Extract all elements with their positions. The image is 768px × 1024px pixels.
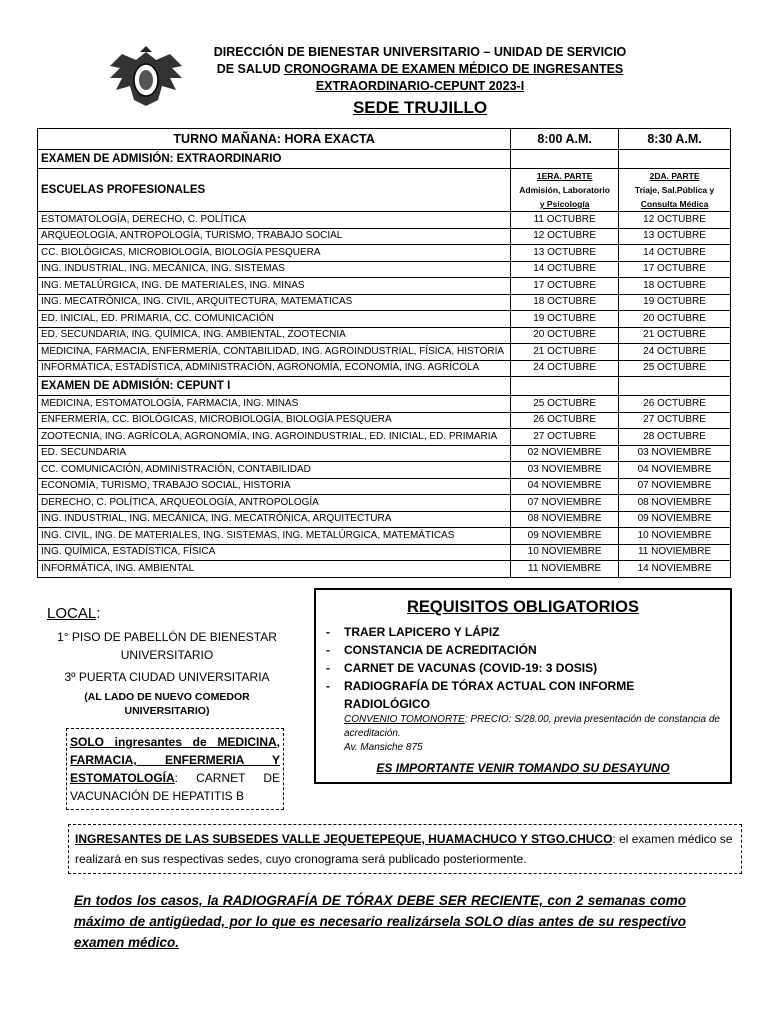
- date-1-cell: 10 NOVIEMBRE: [511, 544, 619, 561]
- local-line-2: 3º PUERTA CIUDAD UNIVERSITARIA: [64, 670, 270, 684]
- date-2-cell: 14 NOVIEMBRE: [619, 561, 731, 578]
- table-header-row: [38, 129, 731, 150]
- convenio-label: CONVENIO TOMONORTE: [344, 714, 465, 725]
- date-2-cell: 10 NOVIEMBRE: [619, 528, 731, 545]
- date-1-cell: 14 OCTUBRE: [511, 261, 619, 278]
- table-row: [38, 445, 731, 462]
- requisitos-list: [316, 623, 730, 713]
- table-row: [38, 495, 731, 512]
- time-1-header: 8:00 A.M.: [511, 129, 619, 150]
- page-title: SEDE TRUJILLO: [352, 98, 488, 117]
- school-cell: ING. METALÚRGICA, ING. DE MATERIALES, ING. MINAS: [38, 278, 511, 295]
- local-line-1: 1° PISO DE PABELLÓN DE BIENESTAR UNIVERSITARIO: [57, 630, 277, 662]
- date-1-cell: 07 NOVIEMBRE: [511, 495, 619, 512]
- solo-rest: : CARNET DE VACUNACIÓN DE HEPATITIS B: [70, 771, 280, 803]
- table-row: [38, 311, 731, 328]
- table-row: [38, 344, 731, 361]
- table-row: [38, 412, 731, 429]
- table-row: [38, 429, 731, 446]
- school-cell: ARQUEOLOGÍA, ANTROPOLOGÍA, TURISMO, TRABAJO SOCIAL: [38, 228, 511, 245]
- table-row: [38, 544, 731, 561]
- date-2-cell: 26 OCTUBRE: [619, 396, 731, 413]
- date-1-cell: 24 OCTUBRE: [511, 360, 619, 377]
- date-2-cell: 20 OCTUBRE: [619, 311, 731, 328]
- solo-note: [66, 728, 284, 810]
- school-cell: ING. INDUSTRIAL, ING. MECÁNICA, ING. SISTEMAS: [38, 261, 511, 278]
- school-cell: DERECHO, C. POLÍTICA, ARQUEOLOGÍA, ANTROPOLOGÍA: [38, 495, 511, 512]
- date-2-cell: 07 NOVIEMBRE: [619, 478, 731, 495]
- university-crest-icon: [106, 46, 186, 112]
- table-row: [38, 462, 731, 479]
- subsedes-bold: INGRESANTES DE LAS SUBSEDES VALLE JEQUETEPEQUE, HUAMACHUCO Y STGO.CHUCO: [75, 832, 613, 846]
- date-1-cell: 02 NOVIEMBRE: [511, 445, 619, 462]
- table-row: [38, 561, 731, 578]
- section-row: [38, 150, 731, 169]
- school-cell: CC. BIOLÓGICAS, MICROBIOLOGÍA, BIOLOGÍA PESQUERA: [38, 245, 511, 262]
- part-1-header: 1ERA. PARTE Admisión, Laboratorio y Psicología: [511, 169, 619, 212]
- date-2-cell: 24 OCTUBRE: [619, 344, 731, 361]
- turno-header: TURNO MAÑANA: HORA EXACTA: [38, 129, 511, 150]
- list-item: - TRAER LAPICERO Y LÁPIZ: [326, 623, 720, 641]
- school-cell: CC. COMUNICACIÓN, ADMINISTRACIÓN, CONTABILIDAD: [38, 462, 511, 479]
- subsedes-rest: : el examen médico se realizará en sus respectivas sedes, cuyo cronograma será publicado posteriormente.: [75, 832, 733, 866]
- subsedes-note: [68, 824, 742, 874]
- school-cell: MEDICINA, FARMACIA, ENFERMERÍA, CONTABILIDAD, ING. AGROINDUSTRIAL, FÍSICA, HISTORIA: [38, 344, 511, 361]
- convenio-address: Av. Mansiche 875: [344, 742, 423, 753]
- date-2-cell: 19 OCTUBRE: [619, 294, 731, 311]
- table-row: [38, 327, 731, 344]
- date-1-cell: 26 OCTUBRE: [511, 412, 619, 429]
- date-2-cell: 13 OCTUBRE: [619, 228, 731, 245]
- school-cell: ING. CIVIL, ING. DE MATERIALES, ING. SISTEMAS, ING. METALÚRGICA, MATEMÁTICAS: [38, 528, 511, 545]
- date-1-cell: 11 NOVIEMBRE: [511, 561, 619, 578]
- date-2-cell: 28 OCTUBRE: [619, 429, 731, 446]
- requisitos-box: [314, 588, 732, 784]
- date-1-cell: 17 OCTUBRE: [511, 278, 619, 295]
- table-row: [38, 294, 731, 311]
- date-2-cell: 25 OCTUBRE: [619, 360, 731, 377]
- school-cell: ING. QUÍMICA, ESTADÍSTICA, FÍSICA: [38, 544, 511, 561]
- date-2-cell: 14 OCTUBRE: [619, 245, 731, 262]
- table-row: [38, 478, 731, 495]
- date-2-cell: 18 OCTUBRE: [619, 278, 731, 295]
- table-row: [38, 396, 731, 413]
- table-row: [38, 360, 731, 377]
- solo-bold: SOLO ingresantes de MEDICINA, FARMACIA, ENFERMERIA Y ESTOMATOLOGÍA: [70, 735, 280, 785]
- table-row: [38, 261, 731, 278]
- date-1-cell: 27 OCTUBRE: [511, 429, 619, 446]
- table-row: [38, 212, 731, 229]
- table-row: [38, 228, 731, 245]
- date-2-cell: 27 OCTUBRE: [619, 412, 731, 429]
- requisitos-title: REQUISITOS OBLIGATORIOS: [407, 598, 639, 616]
- escuelas-label: ESCUELAS PROFESIONALES: [38, 169, 511, 212]
- local-title: LOCAL: [47, 605, 97, 622]
- list-item: - RADIOGRAFÍA DE TÓRAX ACTUAL CON INFORME RADIOLÓGICO: [326, 677, 720, 713]
- date-2-cell: 08 NOVIEMBRE: [619, 495, 731, 512]
- escuelas-row: [38, 169, 731, 212]
- date-1-cell: 08 NOVIEMBRE: [511, 511, 619, 528]
- table-row: [38, 245, 731, 262]
- school-cell: ESTOMATOLOGÍA, DERECHO, C. POLÍTICA: [38, 212, 511, 229]
- school-cell: ED. SECUNDARIA, ING. QUÍMICA, ING. AMBIENTAL, ZOOTECNIA: [38, 327, 511, 344]
- schedule-table: [37, 128, 731, 578]
- list-item: - CARNET DE VACUNAS (COVID-19: 3 DOSIS): [326, 659, 720, 677]
- table-row: [38, 278, 731, 295]
- date-1-cell: 12 OCTUBRE: [511, 228, 619, 245]
- date-2-cell: 12 OCTUBRE: [619, 212, 731, 229]
- local-line-3: (AL LADO DE NUEVO COMEDOR UNIVERSITARIO): [84, 691, 250, 717]
- school-cell: ING. INDUSTRIAL, ING. MECÁNICA, ING. MECATRÓNICA, ARQUITECTURA: [38, 511, 511, 528]
- table-row: [38, 511, 731, 528]
- local-section: [36, 605, 298, 718]
- school-cell: ING. MECATRÓNICA, ING. CIVIL, ARQUITECTURA, MATEMÁTICAS: [38, 294, 511, 311]
- desayuno-note: ES IMPORTANTE VENIR TOMANDO SU DESAYUNO: [376, 761, 670, 775]
- date-1-cell: 19 OCTUBRE: [511, 311, 619, 328]
- date-1-cell: 09 NOVIEMBRE: [511, 528, 619, 545]
- local-colon: :: [96, 605, 101, 622]
- section-cepunt: EXAMEN DE ADMISIÓN: CEPUNT I: [38, 377, 511, 396]
- school-cell: ED. INICIAL, ED. PRIMARIA, CC. COMUNICACIÓN: [38, 311, 511, 328]
- convenio-detail: : PRECIO: S/28.00, previa presentación de constancia de acreditación.: [344, 714, 720, 739]
- header-line-1: DIRECCIÓN DE BIENESTAR UNIVERSITARIO – UNIDAD DE SERVICIO: [213, 45, 627, 59]
- date-2-cell: 11 NOVIEMBRE: [619, 544, 731, 561]
- date-2-cell: 17 OCTUBRE: [619, 261, 731, 278]
- date-1-cell: 25 OCTUBRE: [511, 396, 619, 413]
- date-1-cell: 03 NOVIEMBRE: [511, 462, 619, 479]
- date-1-cell: 04 NOVIEMBRE: [511, 478, 619, 495]
- date-1-cell: 21 OCTUBRE: [511, 344, 619, 361]
- header-line-3: EXTRAORDINARIO-CEPUNT 2023-I: [315, 79, 525, 93]
- school-cell: INFORMÁTICA, ESTADÍSTICA, ADMINISTRACIÓN, AGRONOMÍA, ECONOMÍA, ING. AGRÍCOLA: [38, 360, 511, 377]
- date-2-cell: 09 NOVIEMBRE: [619, 511, 731, 528]
- section-extraordinario: EXAMEN DE ADMISIÓN: EXTRAORDINARIO: [38, 150, 511, 169]
- school-cell: MEDICINA, ESTOMATOLOGÍA, FARMACIA, ING. MINAS: [38, 396, 511, 413]
- date-1-cell: 18 OCTUBRE: [511, 294, 619, 311]
- section-row: [38, 377, 731, 396]
- school-cell: ECONOMÍA, TURISMO, TRABAJO SOCIAL, HISTORIA: [38, 478, 511, 495]
- date-1-cell: 11 OCTUBRE: [511, 212, 619, 229]
- header-line-2a: DE SALUD: [216, 62, 281, 76]
- date-2-cell: 03 NOVIEMBRE: [619, 445, 731, 462]
- header-text: [190, 44, 650, 95]
- date-2-cell: 21 OCTUBRE: [619, 327, 731, 344]
- school-cell: ENFERMERÍA, CC. BIOLÓGICAS, MICROBIOLOGÍA, BIOLOGÍA PESQUERA: [38, 412, 511, 429]
- school-cell: ED. SECUNDARIA: [38, 445, 511, 462]
- time-2-header: 8:30 A.M.: [619, 129, 731, 150]
- date-1-cell: 13 OCTUBRE: [511, 245, 619, 262]
- header-line-2b: CRONOGRAMA DE EXAMEN MÉDICO DE INGRESANTES: [284, 62, 624, 76]
- part-2-header: 2DA. PARTE Triaje, Sal.Pública y Consulta Médica: [619, 169, 731, 212]
- school-cell: INFORMÁTICA, ING. AMBIENTAL: [38, 561, 511, 578]
- convenio-text: [344, 713, 720, 741]
- list-item: - CONSTANCIA DE ACREDITACIÓN: [326, 641, 720, 659]
- date-2-cell: 04 NOVIEMBRE: [619, 462, 731, 479]
- final-note: En todos los casos, la RADIOGRAFÍA DE TÓRAX DEBE SER RECIENTE, con 2 semanas como máximo de antigüedad, por lo que es necesario realizársela SOLO días antes de su respectivo examen médico.: [74, 893, 686, 950]
- table-row: [38, 528, 731, 545]
- date-1-cell: 20 OCTUBRE: [511, 327, 619, 344]
- school-cell: ZOOTECNIA, ING. AGRÍCOLA, AGRONOMÍA, ING. AGROINDUSTRIAL, ED. INICIAL, ED. PRIMARIA: [38, 429, 511, 446]
